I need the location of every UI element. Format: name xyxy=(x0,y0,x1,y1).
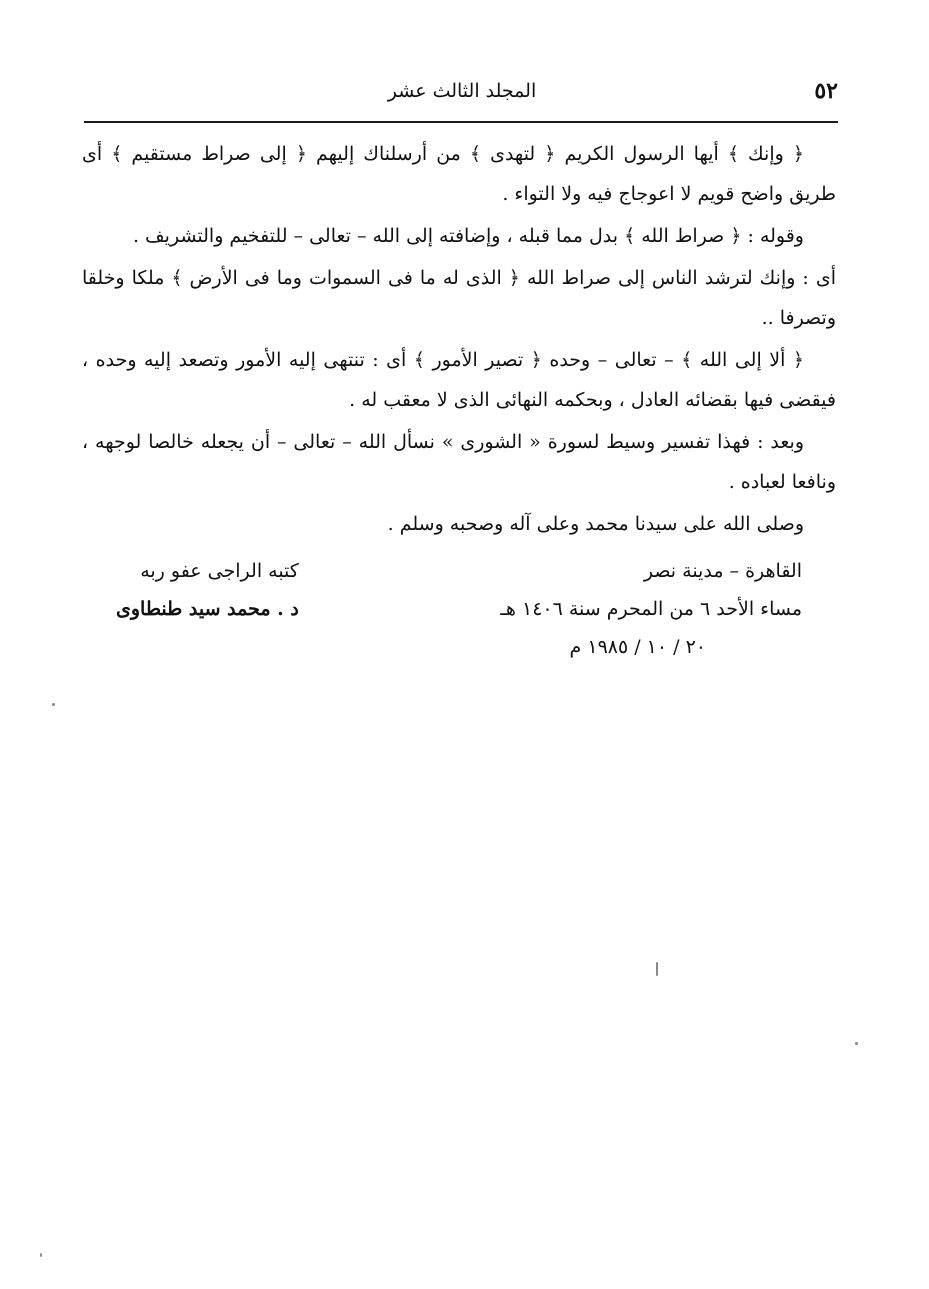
paragraph: وبعد : فهذا تفسير وسيط لسورة « الشورى » نسأل الله – تعالى – أن يجعله خالصا لوجهه ، ونافعا لعباده . xyxy=(82,431,836,493)
header-divider xyxy=(84,121,838,123)
scan-speck xyxy=(656,962,658,976)
author-name: د . محمد سيد طنطاوى xyxy=(116,598,299,620)
paragraph: وقوله : ﴿ صراط الله ﴾ بدل مما قبله ، وإضافته إلى الله – تعالى – للتفخيم والتشريف . xyxy=(132,225,804,247)
closing-prayer: وصلى الله على سيدنا محمد وعلى آله وصحبه وسلم . xyxy=(387,513,804,535)
gregorian-date: ٢٠ / ١٠ / ١٩٨٥ م xyxy=(569,636,706,658)
paragraph: ﴿ ألا إلى الله ﴾ – تعالى – وحده ﴿ تصير الأمور ﴾ أى : تنتهى إليه الأمور وتصعد إليه وحده ، فيقضى فيها بقضائه العادل ، وبحكمه النهائى الذى لا معقب له . xyxy=(82,349,836,411)
place-and-date xyxy=(500,552,802,666)
scan-speck xyxy=(855,1042,858,1045)
scan-speck xyxy=(40,1253,42,1257)
paragraph: ﴿ وإنك ﴾ أيها الرسول الكريم ﴿ لتهدى ﴾ من أرسلناك إليهم ﴿ إلى صراط مستقيم ﴾ أى طريق واضح قويم لا اعوجاج فيه ولا التواء . xyxy=(82,143,836,205)
paragraph: أى : وإنك لترشد الناس إلى صراط الله ﴿ الذى له ما فى السموات وما فى الأرض ﴾ ملكا وخلقا وتصرفا .. xyxy=(82,267,836,329)
scan-speck xyxy=(52,703,55,706)
hijri-date: مساء الأحد ٦ من المحرم سنة ١٤٠٦ هـ xyxy=(500,598,802,620)
volume-title: المجلد الثالث عشر xyxy=(387,80,537,102)
page-header xyxy=(86,78,838,112)
place: القاهرة – مدينة نصر xyxy=(643,560,802,582)
signature-line: كتبه الراجى عفو ربه xyxy=(140,560,299,582)
main-text xyxy=(82,134,836,546)
signature-block xyxy=(82,552,836,672)
author-signature xyxy=(116,552,299,628)
page-number: ٥٢ xyxy=(814,78,838,104)
